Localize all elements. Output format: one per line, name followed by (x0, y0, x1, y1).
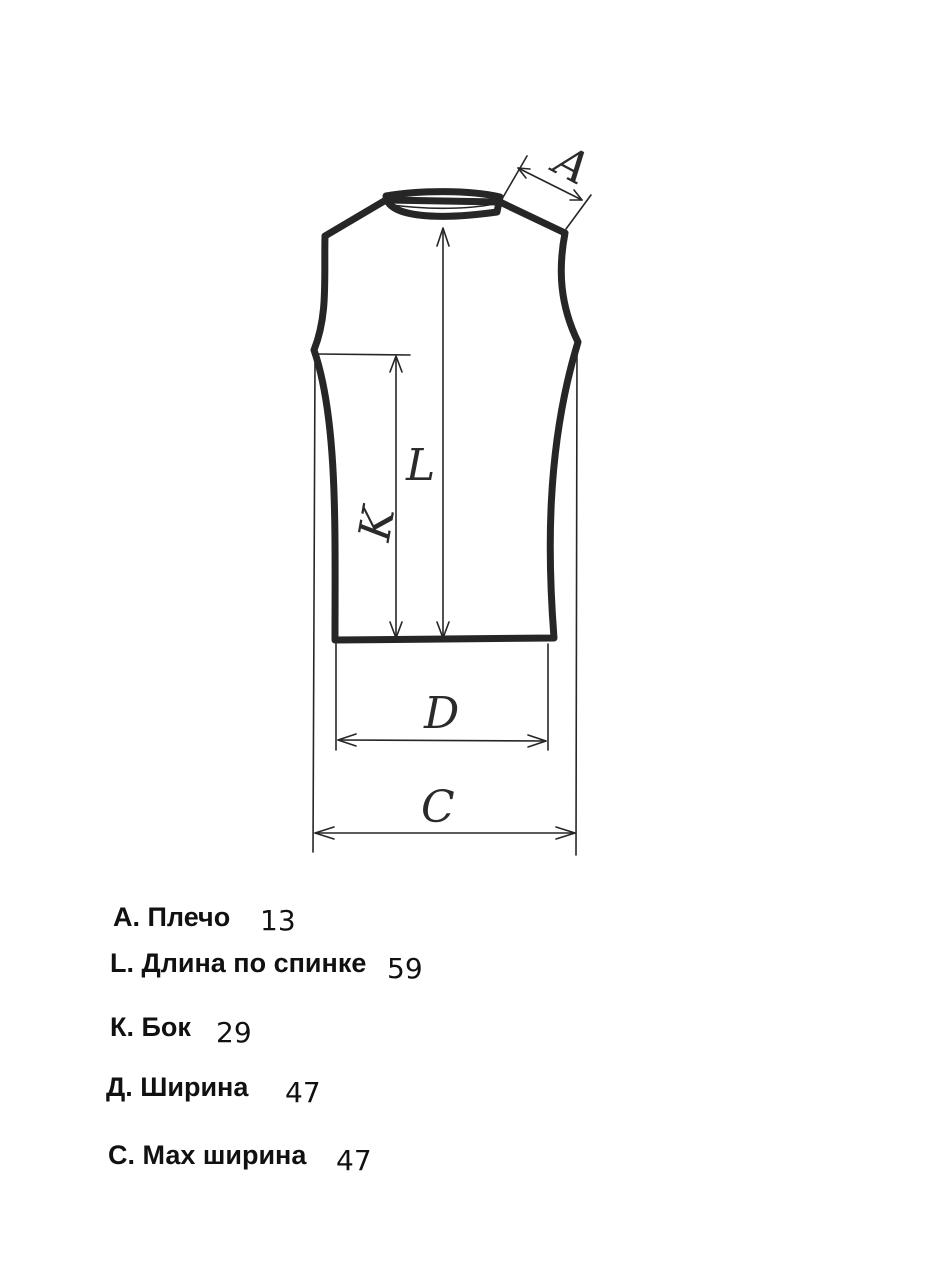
legend-label: Д. Ширина (106, 1072, 249, 1102)
legend-label: А. Плечо (113, 902, 231, 932)
dimension-a-label: A (545, 135, 598, 196)
dimension-k-extension (318, 354, 410, 355)
dimension-k-label: K (349, 503, 406, 545)
garment-outline (314, 200, 578, 640)
dimension-c-ext-left (313, 360, 315, 852)
legend-value: 59 (387, 952, 423, 985)
dimension-d-line (338, 740, 546, 741)
dimension-d-label: D (424, 688, 460, 739)
dimension-a-ext-top (502, 156, 527, 199)
legend-value: 29 (216, 1016, 252, 1049)
legend-label: К. Бок (110, 1012, 191, 1042)
dimension-c-label: C (421, 782, 455, 833)
dimension-l-label: L (406, 440, 436, 491)
dimension-c-ext-right (576, 348, 577, 855)
legend-value: 13 (260, 904, 296, 937)
legend-value: 47 (285, 1076, 321, 1109)
legend-value: 47 (336, 1144, 372, 1177)
legend-label: L. Длина по спинке (110, 948, 367, 978)
legend-label: С. Мах ширина (108, 1140, 307, 1170)
